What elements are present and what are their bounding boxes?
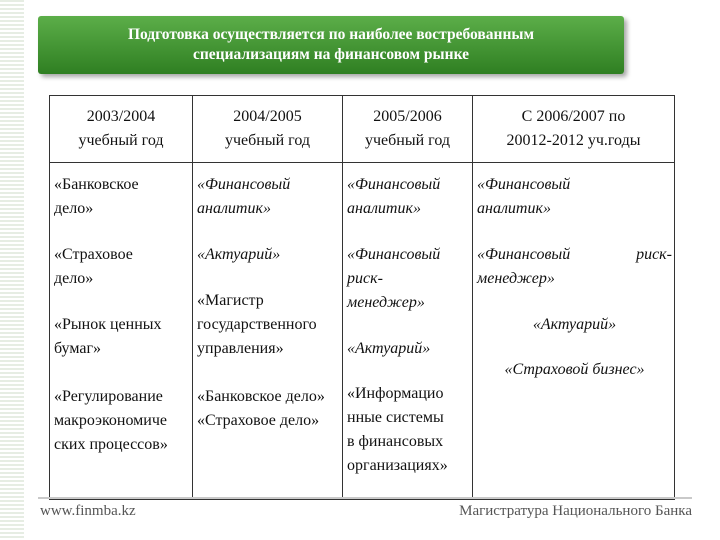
specializations-table bbox=[49, 95, 675, 500]
list-item: «Регулирование макроэкономиче ских процессов» bbox=[54, 388, 168, 453]
title-line-2: специализациям на финансовом рынке bbox=[192, 46, 470, 63]
column-2003-2004 bbox=[50, 163, 193, 500]
list-item: «Страховой бизнес» bbox=[504, 361, 645, 378]
table-header-row bbox=[50, 96, 675, 163]
table-body-row bbox=[50, 163, 675, 500]
footer-divider bbox=[38, 497, 692, 499]
list-item: «Страховое дело» bbox=[54, 246, 133, 287]
list-item: «Информацио нные системы в финансовых организациях» bbox=[347, 385, 448, 474]
list-item: «Актуарий» bbox=[197, 246, 281, 263]
list-item: «Банковское дело» «Страховое дело» bbox=[197, 388, 325, 429]
list-item: «Финансовый риск- менеджер» bbox=[347, 246, 441, 311]
column-2006-2012 bbox=[473, 163, 675, 500]
header-2003-2004: 2003/2004 учебный год bbox=[50, 96, 193, 163]
slide-title-banner bbox=[38, 16, 624, 74]
list-item: «Финансовый аналитик» bbox=[477, 176, 571, 217]
list-item: «Рынок ценных бумаг» bbox=[54, 316, 162, 357]
list-item: «Банковское дело» bbox=[54, 176, 139, 217]
list-item: «Финансовый аналитик» bbox=[347, 176, 441, 217]
header-2004-2005: 2004/2005 учебный год bbox=[193, 96, 343, 163]
column-2004-2005 bbox=[193, 163, 343, 500]
header-2006-2012: С 2006/2007 по 20012-2012 уч.годы bbox=[473, 96, 675, 163]
list-item: «Магистр государственного управления» bbox=[197, 292, 317, 357]
footer-website: www.finmba.kz bbox=[40, 503, 136, 519]
left-decorative-stripes bbox=[0, 0, 24, 540]
list-item: «Финансовый риск- менеджер» bbox=[477, 246, 672, 287]
footer-organization: Магистратура Национального Банка bbox=[459, 503, 692, 519]
list-item: «Финансовый аналитик» bbox=[197, 176, 291, 217]
header-2005-2006: 2005/2006 учебный год bbox=[343, 96, 473, 163]
list-item: «Актуарий» bbox=[347, 340, 431, 357]
list-item: «Актуарий» bbox=[532, 316, 617, 333]
column-2005-2006 bbox=[343, 163, 473, 500]
title-line-1: Подготовка осуществляется по наиболее востребованным bbox=[127, 26, 535, 43]
